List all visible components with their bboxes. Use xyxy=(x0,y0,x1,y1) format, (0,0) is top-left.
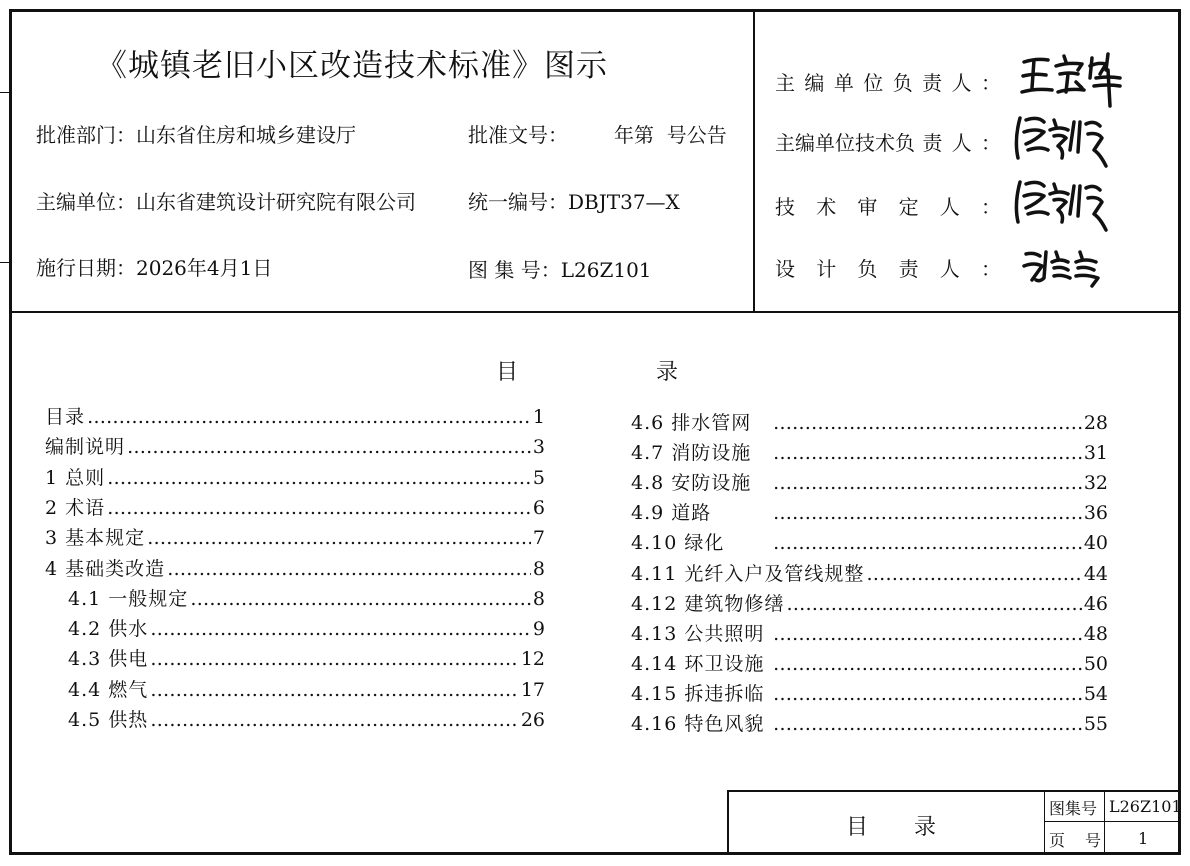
toc-item xyxy=(631,408,1108,436)
toc-leader-dots xyxy=(773,412,1082,434)
label-char: ： xyxy=(980,131,1003,155)
title-block-atlas-label: 图集号 xyxy=(1049,799,1098,818)
toc-leader-dots xyxy=(773,442,1082,464)
toc-item-label: 4.12 建筑物修缮 xyxy=(631,592,785,615)
toc-leader-dots xyxy=(150,709,519,731)
toc-leader-dots xyxy=(87,406,531,428)
toc-item-label: 4.3 供电 xyxy=(68,648,149,671)
toc-leader-dots xyxy=(786,593,1081,615)
label-char: ： xyxy=(980,71,1003,95)
toc-heading-left: 目 xyxy=(496,360,519,385)
title-block-divider-3 xyxy=(1044,821,1180,822)
toc-item-label: 4.7 消防设施 xyxy=(631,442,752,465)
toc-item-page: 40 xyxy=(1083,532,1108,555)
toc-leader-dots xyxy=(127,436,531,458)
toc-leader-dots xyxy=(773,713,1082,735)
toc-item-label: 3 基本规定 xyxy=(45,527,146,550)
toc-leader-dots xyxy=(150,618,531,640)
toc-leader-dots xyxy=(167,558,531,580)
approval-dept-label: 批准部门： xyxy=(36,123,136,147)
label-char: ： xyxy=(980,257,1003,281)
toc-item xyxy=(68,675,545,703)
toc-leader-dots xyxy=(773,502,1082,524)
toc-item-label: 4.5 供热 xyxy=(68,709,149,731)
toc-item xyxy=(45,493,545,521)
toc-item-label: 4.8 安防设施 xyxy=(631,472,752,495)
label-char: 设 xyxy=(775,257,797,281)
toc-item xyxy=(631,468,1108,496)
label-char: 技 xyxy=(775,195,797,219)
binding-stub-line-2 xyxy=(0,262,9,263)
responsible-design-label xyxy=(775,253,1003,282)
signature-review xyxy=(1010,174,1110,234)
toc-item-page: 36 xyxy=(1083,502,1108,525)
title-block-page-label-right: 号 xyxy=(1085,831,1102,850)
toc-item-label: 4.14 环卫设施 xyxy=(631,652,765,675)
label-char: 人 xyxy=(939,257,962,281)
toc-item-page: 28 xyxy=(1083,412,1108,434)
toc-leader-dots xyxy=(773,472,1082,494)
toc-item xyxy=(631,559,1108,587)
responsible-chief-unit-label xyxy=(775,67,1003,96)
title-block-page-label-left: 页 xyxy=(1049,831,1066,850)
chief-unit-label: 主编单位： xyxy=(36,190,136,214)
unified-number-value: DBJT37—X xyxy=(568,190,680,214)
toc-item-page: 31 xyxy=(1083,442,1108,465)
label-char: 位 xyxy=(863,71,886,95)
title-block-atlas-value: L26Z101 xyxy=(1109,797,1182,816)
title-block-page-value: 1 xyxy=(1138,829,1149,848)
toc-item-page: 8 xyxy=(532,557,545,580)
title-block-name-left: 目 xyxy=(846,815,869,840)
label-char: 人 xyxy=(951,71,974,95)
toc-item-label: 4.10 绿化 xyxy=(631,532,725,555)
toc-item xyxy=(68,644,545,672)
toc-item-page: 17 xyxy=(520,678,545,701)
toc-item xyxy=(631,679,1108,707)
atlas-number xyxy=(468,254,652,283)
approval-number xyxy=(468,119,727,148)
toc-item xyxy=(45,523,545,551)
header-divider-horizontal xyxy=(10,311,1180,313)
toc-item-page: 7 xyxy=(532,527,545,550)
toc-item-page: 12 xyxy=(520,648,545,671)
toc-item-page: 44 xyxy=(1083,562,1108,585)
signature-design xyxy=(1020,246,1110,290)
toc-item-label: 4.2 供水 xyxy=(68,618,149,641)
toc-item-page: 50 xyxy=(1083,652,1108,675)
toc-leader-dots xyxy=(107,467,531,489)
approval-dept-value: 山东省住房和城乡建设厅 xyxy=(136,123,356,147)
signature-chief xyxy=(1020,48,1125,108)
toc-leader-dots xyxy=(773,683,1082,705)
label-char: 编 xyxy=(804,71,827,95)
title-block-divider-1 xyxy=(1044,790,1045,854)
label-char: 主编单位技术负 xyxy=(775,131,915,155)
page-title: 《城镇老旧小区改造技术标准》图示 xyxy=(96,48,608,84)
label-char: 术 xyxy=(816,195,839,219)
label-char: 审 xyxy=(857,195,880,219)
toc-item-label: 4.9 道路 xyxy=(631,502,712,525)
toc-item-page: 48 xyxy=(1083,622,1108,645)
toc-item xyxy=(631,498,1108,526)
atlas-number-value: L26Z101 xyxy=(560,258,652,282)
toc-item xyxy=(631,709,1108,737)
label-char: 主 xyxy=(775,71,797,95)
toc-item-label: 2 术语 xyxy=(45,496,106,519)
toc-leader-dots xyxy=(147,527,531,549)
toc-item-label: 目录 xyxy=(45,406,86,428)
toc-leader-dots xyxy=(773,623,1082,645)
label-char: 负 xyxy=(857,257,880,281)
label-char: ： xyxy=(980,195,1003,219)
atlas-number-label: 图 集 号： xyxy=(468,258,561,282)
title-block-divider-2 xyxy=(1104,790,1105,854)
toc-item-label: 4.11 光纤入户及管线规整 xyxy=(631,562,865,585)
toc-item-page: 3 xyxy=(532,436,545,459)
toc-item xyxy=(631,438,1108,466)
toc-item xyxy=(45,432,545,460)
label-char: 负 xyxy=(892,71,915,95)
toc-item xyxy=(45,463,545,491)
toc-item-label: 4.1 一般规定 xyxy=(68,587,189,610)
toc-item-label: 1 总则 xyxy=(45,466,106,489)
toc-heading-right: 录 xyxy=(656,360,679,385)
approval-dept xyxy=(36,119,356,148)
toc-item-page: 55 xyxy=(1083,713,1108,735)
label-char: 单 xyxy=(833,71,856,95)
responsible-tech-label xyxy=(775,127,1003,156)
toc-item-label: 4.13 公共照明 xyxy=(631,622,765,645)
toc-item-label: 4.4 燃气 xyxy=(68,678,149,701)
responsible-review-label xyxy=(775,191,1003,220)
effective-date-value: 2026年4月1日 xyxy=(136,256,273,280)
approval-number-label: 批准文号： xyxy=(468,123,568,147)
toc-item-page: 1 xyxy=(532,406,545,428)
chief-unit xyxy=(36,186,416,215)
toc-item xyxy=(68,614,545,642)
effective-date xyxy=(36,252,272,281)
unified-number xyxy=(468,186,680,215)
toc-item-page: 8 xyxy=(532,587,545,610)
toc-item-label: 4 基础类改造 xyxy=(45,557,166,580)
label-char: 人 xyxy=(951,131,974,155)
toc-item-label: 4.6 排水管网 xyxy=(631,412,752,434)
toc-item-label: 4.16 特色风貌 xyxy=(631,713,765,735)
toc-item xyxy=(68,584,545,612)
toc-item xyxy=(631,528,1108,556)
toc-leader-dots xyxy=(107,497,531,519)
toc-item-page: 46 xyxy=(1083,592,1108,615)
toc-leader-dots xyxy=(150,648,519,670)
toc-item-page: 32 xyxy=(1083,472,1108,495)
toc-item-page: 26 xyxy=(520,709,545,731)
toc-item xyxy=(68,705,545,733)
toc-leader-dots xyxy=(866,563,1081,585)
toc-item xyxy=(631,589,1108,617)
binding-stub-line-1 xyxy=(0,92,9,93)
toc-item-page: 6 xyxy=(532,496,545,519)
label-char: 计 xyxy=(816,257,839,281)
toc-item xyxy=(631,619,1108,647)
toc-item-page: 5 xyxy=(532,466,545,489)
toc-item-label: 4.15 拆违拆临 xyxy=(631,682,765,705)
unified-number-label: 统一编号： xyxy=(468,190,568,214)
toc-item xyxy=(631,649,1108,677)
toc-leader-dots xyxy=(150,679,519,701)
toc-leader-dots xyxy=(773,653,1082,675)
label-char: 责 xyxy=(898,257,921,281)
approval-number-value: 年第 号公告 xyxy=(614,123,727,147)
toc-leader-dots xyxy=(190,588,531,610)
signature-tech xyxy=(1010,110,1110,170)
toc-leader-dots xyxy=(773,532,1082,554)
toc-item-label: 编制说明 xyxy=(45,436,126,459)
effective-date-label: 施行日期： xyxy=(36,256,136,280)
label-char: 责 xyxy=(922,71,945,95)
label-char: 人 xyxy=(939,195,962,219)
title-block-name-right: 录 xyxy=(914,815,937,840)
label-char: 定 xyxy=(898,195,921,219)
toc-item-page: 54 xyxy=(1083,682,1108,705)
chief-unit-value: 山东省建筑设计研究院有限公司 xyxy=(136,190,416,214)
label-char: 责 xyxy=(922,131,945,155)
toc-item-page: 9 xyxy=(532,618,545,641)
header-divider-vertical xyxy=(753,10,755,312)
toc-item xyxy=(45,554,545,582)
toc-item xyxy=(45,402,545,430)
